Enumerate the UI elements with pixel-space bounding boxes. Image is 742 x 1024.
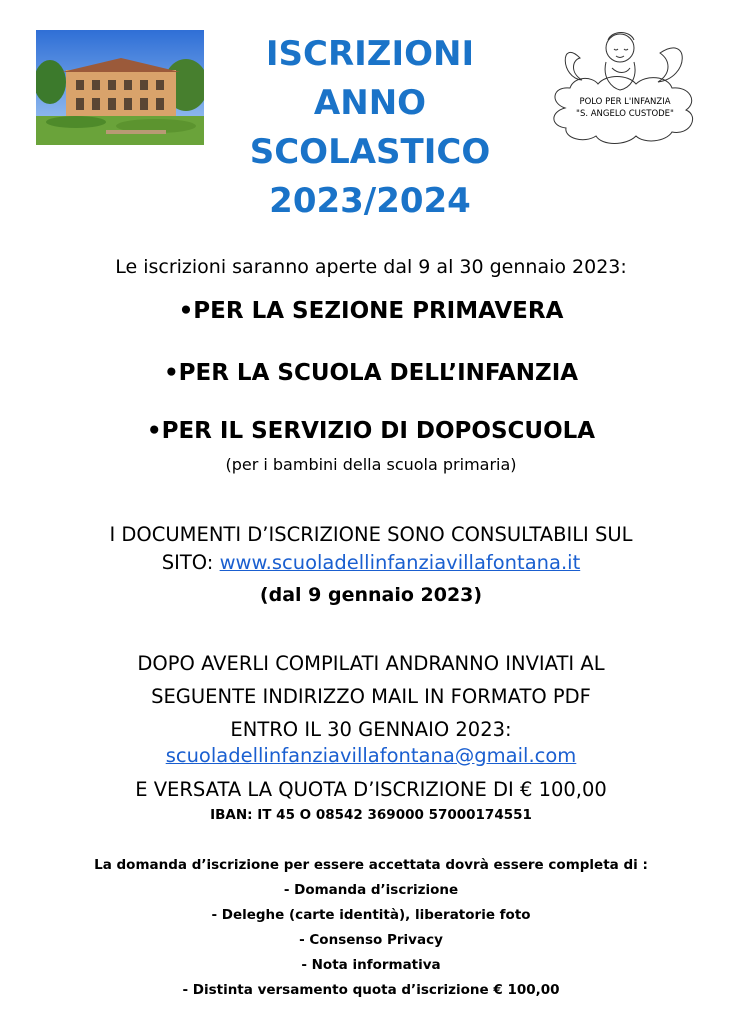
requirement-item: - Domanda d’iscrizione	[283, 882, 459, 898]
mail-line-3: ENTRO IL 30 GENNAIO 2023:	[230, 718, 512, 741]
doposcuola-note: (per i bambini della scuola primaria)	[225, 455, 517, 474]
title-line-1: ISCRIZIONI	[265, 34, 475, 74]
email-link[interactable]: scuoladellinfanziavillafontana@gmail.com	[165, 744, 577, 767]
iban-line: IBAN: IT 45 O 08542 369000 57000174551	[210, 807, 532, 823]
documents-date: (dal 9 gennaio 2023)	[259, 584, 483, 606]
requirements-heading: La domanda d’iscrizione per essere accettata dovrà essere completa di :	[94, 857, 648, 873]
bullet-doposcuola: •PER IL SERVIZIO DI DOPOSCUOLA	[146, 418, 596, 444]
bullet-scuola-infanzia: •PER LA SCUOLA DELL’INFANZIA	[163, 360, 579, 386]
logo-line-1: POLO PER L'INFANZIA	[579, 97, 671, 107]
fee-line: E VERSATA LA QUOTA D’ISCRIZIONE DI € 100,00	[135, 778, 607, 801]
mail-line-2: SEGUENTE INDIRIZZO MAIL IN FORMATO PDF	[151, 685, 591, 708]
bullet-sezione-primavera: •PER LA SEZIONE PRIMAVERA	[178, 298, 564, 324]
site-prefix: SITO:	[161, 551, 220, 574]
school-photo	[36, 30, 204, 145]
title-line-2: ANNO	[313, 83, 427, 123]
school-logo	[540, 18, 710, 148]
documents-line-2	[0, 551, 742, 574]
logo-line-2: "S. ANGELO CUSTODE"	[576, 109, 674, 119]
email-line	[0, 744, 742, 767]
logo-text	[540, 96, 710, 120]
website-link[interactable]: www.scuoladellinfanziavillafontana.it	[219, 551, 581, 574]
documents-line-1: I DOCUMENTI D’ISCRIZIONE SONO CONSULTABILI SUL	[109, 523, 633, 546]
requirement-item: - Distinta versamento quota d’iscrizione € 100,00	[182, 982, 560, 998]
requirement-item: - Consenso Privacy	[299, 932, 443, 948]
enrollment-period-text: Le iscrizioni saranno aperte dal 9 al 30 gennaio 2023:	[115, 256, 627, 278]
mail-line-1: DOPO AVERLI COMPILATI ANDRANNO INVIATI AL	[137, 652, 605, 675]
title-line-3: SCOLASTICO	[249, 132, 491, 172]
page-title	[200, 30, 540, 226]
requirement-item: - Deleghe (carte identità), liberatorie foto	[211, 907, 531, 923]
requirement-item: - Nota informativa	[301, 957, 441, 973]
title-line-4: 2023/2024	[269, 181, 471, 221]
